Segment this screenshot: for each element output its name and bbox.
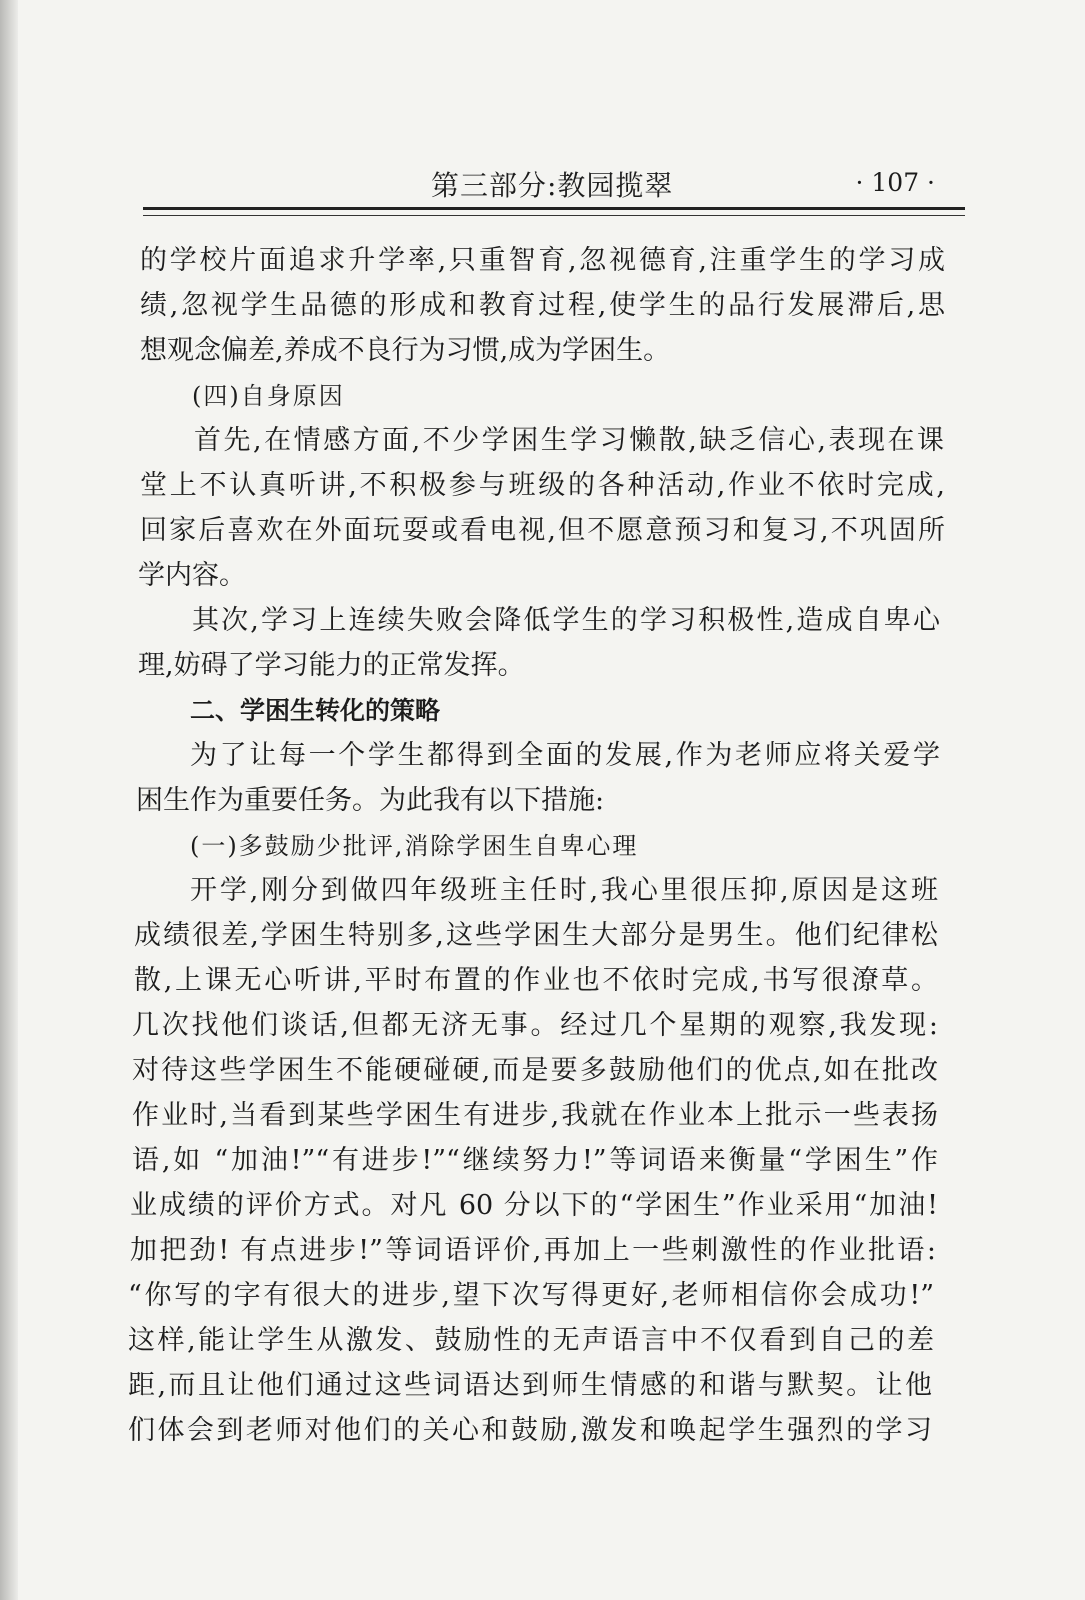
text-line: “你写的字有很大的进步,望下次写得更好,老师相信你会成功!” xyxy=(128,1280,934,1311)
text-line: 开学,刚分到做四年级班主任时,我心里很压抑,原因是这班 xyxy=(190,875,938,906)
text-line: 的学校片面追求升学率,只重智育,忽视德育,注重学生的学习成 xyxy=(140,245,945,276)
text-line: 成绩很差,学困生特别多,这些学困生大部分是男生。他们纪律松 xyxy=(134,920,938,951)
section-heading: 二、学困生转化的策略 xyxy=(190,696,441,725)
text-line: 为了让每一个学生都得到全面的发展,作为老师应将关爱学 xyxy=(190,740,940,771)
text-line: 对待这些学困生不能硬碰硬,而是要多鼓励他们的优点,如在批改 xyxy=(132,1055,938,1086)
text-line: 想观念偏差,养成不良行为习惯,成为学困生。 xyxy=(140,335,671,366)
text-line: 们体会到老师对他们的关心和鼓励,激发和唤起学生强烈的学习 xyxy=(128,1415,932,1446)
text-line: 首先,在情感方面,不少学困生学习懒散,缺乏信心,表现在课 xyxy=(194,425,944,456)
text-line: 语,如 “加油!”“有进步!”“继续努力!”等词语来衡量“学困生”作 xyxy=(132,1145,938,1176)
running-header xyxy=(143,160,965,206)
header-rule-thick xyxy=(143,207,965,210)
section-subheading: (四)自身原因 xyxy=(192,382,345,410)
section-subheading: (一)多鼓励少批评,消除学困生自卑心理 xyxy=(190,832,639,860)
text-line: 几次找他们谈话,但都无济无事。经过几个星期的观察,我发现: xyxy=(132,1010,938,1041)
text-line: 散,上课无心听讲,平时布置的作业也不依时完成,书写很潦草。 xyxy=(134,965,938,996)
header-rule-thin xyxy=(143,215,965,216)
text-line: 绩,忽视学生品德的形成和教育过程,使学生的品行发展滞后,思 xyxy=(140,290,945,321)
text-line: 理,妨碍了学习能力的正常发挥。 xyxy=(138,650,525,681)
text-line: 加把劲! 有点进步!”等词语评价,再加上一些刺激性的作业批语: xyxy=(130,1235,936,1266)
text-line: 困生作为重要任务。为此我有以下措施: xyxy=(136,785,605,816)
page-number: · 107 · xyxy=(855,168,935,197)
text-line: 距,而且让他们通过这些词语达到师生情感的和谐与默契。让他 xyxy=(128,1370,932,1401)
text-line: 学内容。 xyxy=(138,560,246,591)
page-edge-shadow xyxy=(0,0,18,1600)
text-line: 这样,能让学生从激发、鼓励性的无声语言中不仅看到自己的差 xyxy=(128,1325,934,1356)
header-title: 第三部分:教园揽翠 xyxy=(431,169,674,202)
text-line: 业成绩的评价方式。对凡 60 分以下的“学困生”作业采用“加油! xyxy=(130,1190,938,1221)
text-line: 其次,学习上连续失败会降低学生的学习积极性,造成自卑心 xyxy=(192,605,940,636)
text-line: 作业时,当看到某些学困生有进步,我就在作业本上批示一些表扬 xyxy=(132,1100,938,1131)
text-line: 回家后喜欢在外面玩耍或看电视,但不愿意预习和复习,不巩固所 xyxy=(140,515,945,546)
text-line: 堂上不认真听讲,不积极参与班级的各种活动,作业不依时完成, xyxy=(140,470,945,501)
